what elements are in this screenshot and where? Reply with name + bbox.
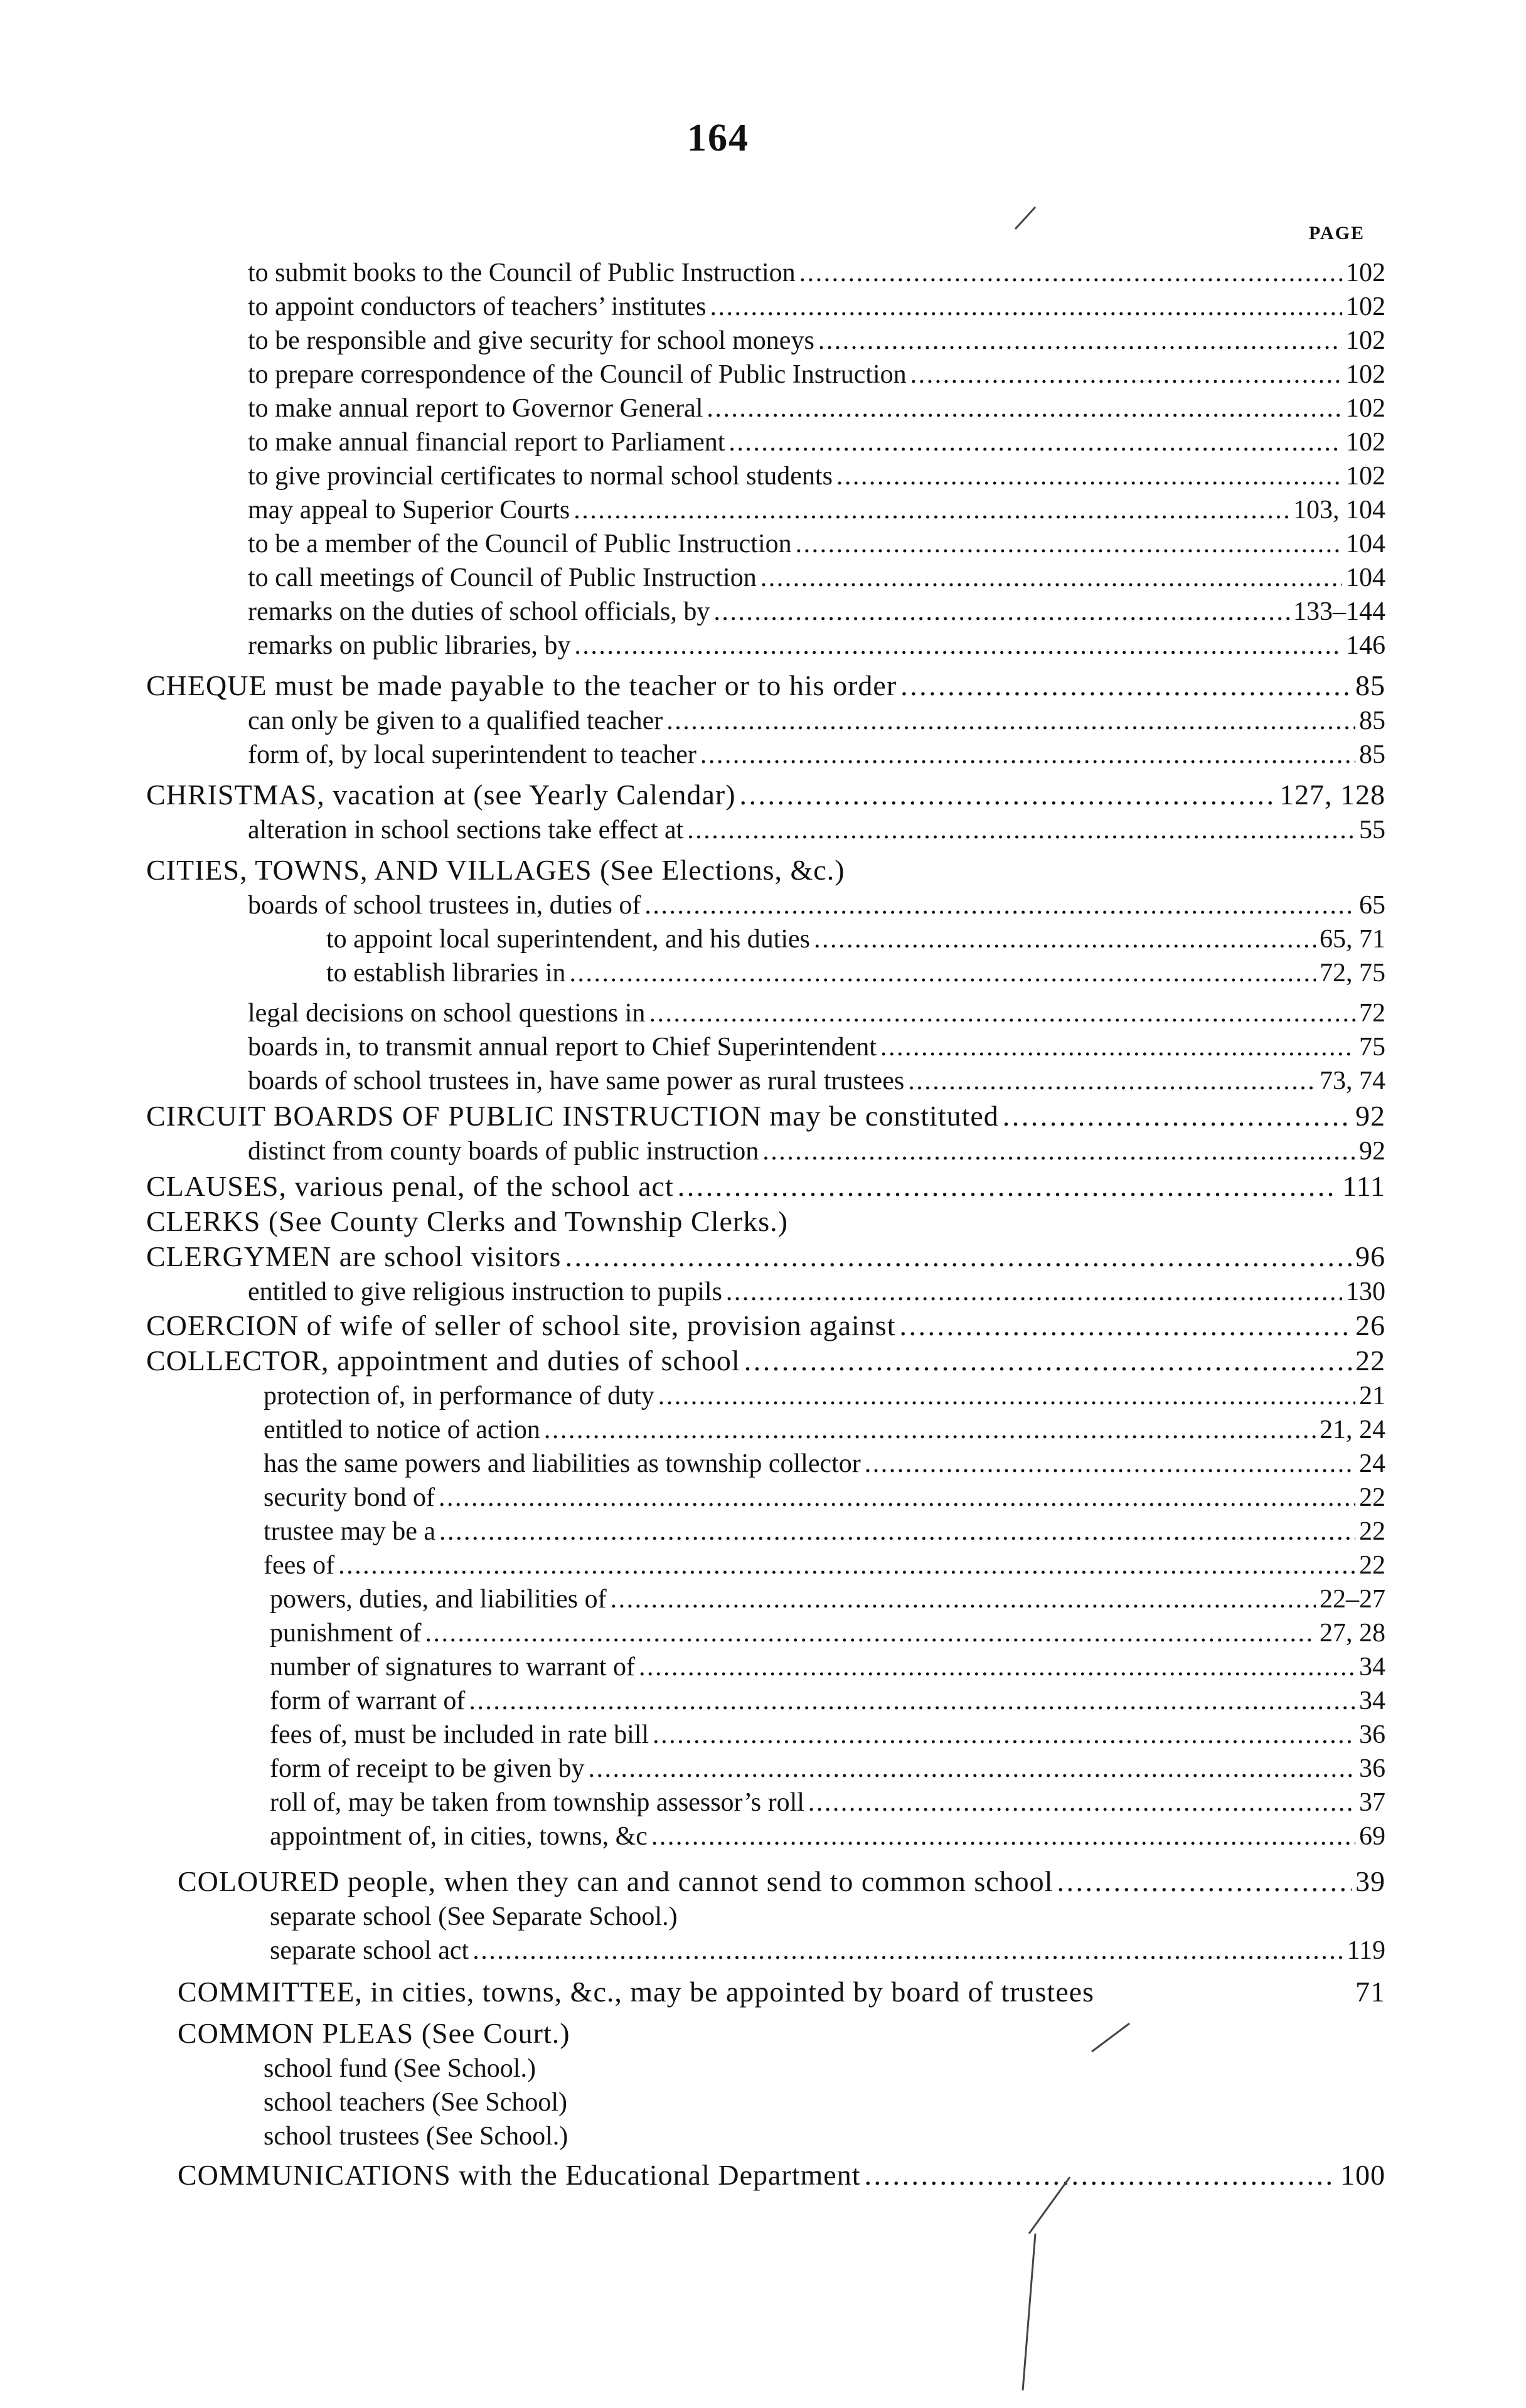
leader-dots bbox=[425, 1616, 1316, 1651]
leader-dots bbox=[644, 888, 1355, 923]
index-entry bbox=[270, 1717, 1385, 1752]
entry-page: 104 bbox=[1346, 563, 1385, 592]
leader-dots bbox=[900, 668, 1352, 703]
index-entry bbox=[248, 812, 1385, 848]
entry-text: CLERGYMEN are school visitors bbox=[146, 1240, 562, 1272]
leader-dots bbox=[760, 560, 1342, 595]
entry-text: has the same powers and liabilities as township collector bbox=[264, 1449, 861, 1478]
entry-text: to make annual report to Governor General bbox=[248, 394, 703, 423]
page-column-label: PAGE bbox=[1308, 223, 1365, 243]
entry-page: 102 bbox=[1346, 462, 1385, 491]
leader-dots bbox=[808, 1785, 1355, 1820]
entry-text: fees of, must be included in rate bill bbox=[270, 1720, 649, 1749]
leader-dots bbox=[726, 1274, 1342, 1309]
index-entry bbox=[270, 1819, 1385, 1854]
index-entry bbox=[264, 2085, 1385, 2120]
leader-dots bbox=[649, 996, 1355, 1031]
entry-page: 133–144 bbox=[1293, 597, 1385, 626]
index-entry bbox=[264, 1480, 1385, 1515]
index-entry bbox=[270, 1616, 1385, 1651]
entry-text: separate school (See Separate School.) bbox=[270, 1902, 678, 1931]
leader-dots bbox=[611, 1582, 1316, 1617]
entry-text: CLAUSES, various penal, of the school act bbox=[146, 1170, 674, 1202]
entry-page: 22 bbox=[1359, 1517, 1385, 1546]
index-entry bbox=[270, 1933, 1385, 1968]
index-entry bbox=[248, 526, 1385, 562]
entry-page: 73, 74 bbox=[1320, 1067, 1385, 1095]
entry-text: entitled to notice of action bbox=[264, 1415, 540, 1444]
index-entry bbox=[248, 594, 1385, 629]
index-entry bbox=[270, 1785, 1385, 1820]
entry-text: punishment of bbox=[270, 1619, 422, 1648]
entry-text: distinct from county boards of public instruction bbox=[248, 1137, 759, 1166]
entry-page: 111 bbox=[1342, 1170, 1385, 1202]
entry-page: 103, 104 bbox=[1293, 496, 1385, 525]
leader-dots bbox=[740, 777, 1276, 812]
entry-text: to prepare correspondence of the Council of Public Instruction bbox=[248, 360, 907, 389]
entry-text: boards of school trustees in, duties of bbox=[248, 891, 641, 920]
entry-text: trustee may be a bbox=[264, 1517, 436, 1546]
entry-text: school teachers (See School) bbox=[264, 2088, 568, 2117]
entry-text: school fund (See School.) bbox=[264, 2054, 536, 2083]
entry-text: separate school act bbox=[270, 1936, 469, 1965]
entry-text: legal decisions on school questions in bbox=[248, 999, 646, 1028]
scan-mark bbox=[1015, 207, 1035, 229]
leader-dots bbox=[707, 391, 1342, 426]
entry-page: 85 bbox=[1355, 669, 1385, 701]
entry-text: entitled to give religious instruction to pupils bbox=[248, 1277, 722, 1306]
entry-text: powers, duties, and liabilities of bbox=[270, 1585, 607, 1614]
index-entry bbox=[270, 1683, 1385, 1718]
leader-dots bbox=[1003, 1099, 1352, 1134]
index-entry bbox=[248, 737, 1385, 772]
entry-text: boards of school trustees in, have same power as rural trustees bbox=[248, 1067, 905, 1095]
leader-dots bbox=[439, 1480, 1355, 1515]
leader-dots bbox=[472, 1933, 1343, 1968]
entry-page: 119 bbox=[1347, 1936, 1385, 1965]
entry-text: number of signatures to warrant of bbox=[270, 1653, 635, 1681]
entry-page: 130 bbox=[1346, 1277, 1385, 1306]
entry-page: 26 bbox=[1355, 1309, 1385, 1341]
index-entry bbox=[248, 357, 1385, 392]
entry-text: roll of, may be taken from township assessor’s roll bbox=[270, 1788, 804, 1817]
index-entry bbox=[248, 323, 1385, 358]
index-entry bbox=[248, 391, 1385, 426]
leader-dots bbox=[710, 289, 1342, 324]
index-entry bbox=[264, 1412, 1385, 1447]
entry-page: 92 bbox=[1355, 1100, 1385, 1132]
index-heading-entry bbox=[178, 2158, 1385, 2193]
index-heading-entry bbox=[178, 1864, 1385, 1899]
index-entry bbox=[264, 2119, 1385, 2154]
entry-text: CLERKS (See County Clerks and Township Clerks.) bbox=[146, 1205, 788, 1237]
entry-text: form of warrant of bbox=[270, 1686, 466, 1715]
index-entry bbox=[248, 425, 1385, 460]
index-entry bbox=[264, 2051, 1385, 2086]
entry-page: 36 bbox=[1359, 1754, 1385, 1783]
leader-dots bbox=[865, 1446, 1355, 1481]
entry-page: 146 bbox=[1346, 631, 1385, 660]
entry-page: 72 bbox=[1359, 999, 1385, 1028]
leader-dots bbox=[880, 1030, 1355, 1065]
entry-page: 102 bbox=[1346, 258, 1385, 287]
index-entry bbox=[248, 996, 1385, 1031]
entry-text: CHEQUE must be made payable to the teacher or to his order bbox=[146, 669, 897, 701]
leader-dots bbox=[658, 1378, 1355, 1414]
entry-page: 102 bbox=[1346, 360, 1385, 389]
entry-page: 96 bbox=[1355, 1240, 1385, 1272]
entry-page: 75 bbox=[1359, 1033, 1385, 1062]
entry-text: boards in, to transmit annual report to Chief Superintendent bbox=[248, 1033, 877, 1062]
leader-dots bbox=[744, 1343, 1352, 1378]
leader-dots bbox=[687, 812, 1355, 848]
index-entry bbox=[248, 1030, 1385, 1065]
index-heading-entry bbox=[146, 1169, 1385, 1204]
leader-dots bbox=[713, 594, 1289, 629]
index-entry bbox=[264, 1514, 1385, 1549]
leader-dots bbox=[728, 425, 1342, 460]
index-heading-entry bbox=[146, 1343, 1385, 1378]
entry-text: protection of, in performance of duty bbox=[264, 1382, 654, 1410]
entry-text: CHRISTMAS, vacation at (see Yearly Calendar) bbox=[146, 779, 736, 811]
index-entry bbox=[326, 922, 1385, 957]
entry-text: school trustees (See School.) bbox=[264, 2122, 568, 2151]
entry-text: security bond of bbox=[264, 1483, 435, 1512]
leader-dots bbox=[799, 255, 1342, 290]
index-heading-entry bbox=[178, 2016, 1385, 2051]
entry-page: 65, 71 bbox=[1320, 925, 1385, 954]
entry-text: COMMON PLEAS (See Court.) bbox=[178, 2017, 570, 2049]
leader-dots bbox=[666, 703, 1355, 738]
entry-page: 92 bbox=[1359, 1137, 1385, 1166]
entry-page: 102 bbox=[1346, 394, 1385, 423]
entry-page: 21 bbox=[1359, 1382, 1385, 1410]
index-entry bbox=[248, 888, 1385, 923]
entry-page: 55 bbox=[1359, 816, 1385, 844]
index-heading-entry bbox=[146, 1308, 1385, 1343]
entry-page: 27, 28 bbox=[1320, 1619, 1385, 1648]
leader-dots bbox=[908, 1063, 1316, 1099]
entry-page: 102 bbox=[1346, 326, 1385, 355]
entry-text: to appoint conductors of teachers’ institutes bbox=[248, 292, 707, 321]
entry-text: can only be given to a qualified teacher bbox=[248, 706, 663, 735]
entry-text: to make annual financial report to Parliament bbox=[248, 428, 725, 457]
leader-dots bbox=[574, 493, 1289, 528]
index-entry bbox=[326, 956, 1385, 991]
entry-page: 102 bbox=[1346, 292, 1385, 321]
entry-text: COLLECTOR, appointment and duties of school bbox=[146, 1345, 740, 1377]
leader-dots bbox=[836, 459, 1342, 494]
index-entry bbox=[248, 703, 1385, 738]
leader-dots bbox=[469, 1683, 1355, 1718]
entry-text: COERCION of wife of seller of school site, provision against bbox=[146, 1309, 896, 1341]
entry-page: 22 bbox=[1359, 1483, 1385, 1512]
leader-dots bbox=[762, 1134, 1355, 1169]
entry-page: 22 bbox=[1359, 1551, 1385, 1580]
entry-text: to appoint local superintendent, and his duties bbox=[326, 925, 811, 954]
leader-dots bbox=[910, 357, 1342, 392]
entry-text: CIRCUIT BOARDS OF PUBLIC INSTRUCTION may be constituted bbox=[146, 1100, 999, 1132]
index-entry bbox=[248, 1274, 1385, 1309]
leader-dots bbox=[439, 1514, 1355, 1549]
entry-page: 34 bbox=[1359, 1653, 1385, 1681]
index-heading-entry bbox=[146, 1099, 1385, 1134]
index-entry bbox=[248, 255, 1385, 290]
entry-text: to submit books to the Council of Public Instruction bbox=[248, 258, 796, 287]
leader-dots bbox=[569, 956, 1316, 991]
entry-page: 102 bbox=[1346, 428, 1385, 457]
page-number: 164 bbox=[687, 117, 749, 159]
entry-text: to be a member of the Council of Public Instruction bbox=[248, 530, 792, 558]
entry-text: to give provincial certificates to normal school students bbox=[248, 462, 833, 491]
leader-dots bbox=[574, 628, 1342, 663]
entry-page: 127, 128 bbox=[1279, 779, 1385, 811]
entry-page: 85 bbox=[1359, 706, 1385, 735]
index-entry bbox=[270, 1899, 1385, 1934]
scan-mark bbox=[1023, 2234, 1035, 2390]
leader-dots bbox=[589, 1751, 1356, 1786]
leader-dots bbox=[796, 526, 1342, 562]
index-entry bbox=[270, 1649, 1385, 1685]
index-entry bbox=[248, 459, 1385, 494]
entry-page: 100 bbox=[1340, 2159, 1385, 2191]
entry-text: to be responsible and give security for school moneys bbox=[248, 326, 814, 355]
entry-page: 65 bbox=[1359, 891, 1385, 920]
index-entry bbox=[264, 1446, 1385, 1481]
index-entry bbox=[264, 1548, 1385, 1583]
index-heading-entry bbox=[178, 1974, 1385, 2010]
entry-text: CITIES, TOWNS, AND VILLAGES (See Elections, &c.) bbox=[146, 854, 845, 886]
entry-page: 22–27 bbox=[1320, 1585, 1385, 1614]
index-entry bbox=[248, 289, 1385, 324]
index-heading-entry bbox=[146, 853, 1385, 888]
index-entry bbox=[248, 1063, 1385, 1099]
index-heading-entry bbox=[146, 1204, 1385, 1239]
entry-page: 34 bbox=[1359, 1686, 1385, 1715]
entry-text: COMMUNICATIONS with the Educational Department bbox=[178, 2159, 861, 2191]
leader-dots bbox=[544, 1412, 1316, 1447]
leader-dots bbox=[565, 1239, 1352, 1274]
entry-page: 21, 24 bbox=[1320, 1415, 1385, 1444]
entry-text: form of, by local superintendent to teacher bbox=[248, 740, 696, 769]
entry-text: COMMITTEE, in cities, towns, &c., may be appointed by board of trustees bbox=[178, 1976, 1094, 2008]
leader-dots bbox=[700, 737, 1355, 772]
index-entry bbox=[248, 1134, 1385, 1169]
entry-page: 36 bbox=[1359, 1720, 1385, 1749]
entry-text: alteration in school sections take effect at bbox=[248, 816, 684, 844]
index-heading-entry bbox=[146, 668, 1385, 703]
leader-dots bbox=[814, 922, 1316, 957]
index-heading-entry bbox=[146, 1239, 1385, 1274]
entry-text: to call meetings of Council of Public Instruction bbox=[248, 563, 757, 592]
leader-dots bbox=[651, 1819, 1355, 1854]
entry-page: 22 bbox=[1355, 1345, 1385, 1377]
entry-text: remarks on the duties of school officials, by bbox=[248, 597, 710, 626]
index-entry bbox=[248, 493, 1385, 528]
leader-dots bbox=[899, 1308, 1352, 1343]
entry-text: may appeal to Superior Courts bbox=[248, 496, 570, 525]
leader-dots bbox=[865, 2158, 1337, 2193]
entry-page: 39 bbox=[1355, 1865, 1385, 1897]
index-entry bbox=[270, 1751, 1385, 1786]
entry-text: remarks on public libraries, by bbox=[248, 631, 571, 660]
leader-dots bbox=[653, 1717, 1355, 1752]
entry-text: COLOURED people, when they can and cannot send to common school bbox=[178, 1865, 1054, 1897]
entry-page: 24 bbox=[1359, 1449, 1385, 1478]
entry-page: 71 bbox=[1355, 1976, 1385, 2008]
index-heading-entry bbox=[146, 777, 1385, 812]
leader-dots bbox=[338, 1548, 1355, 1583]
entry-page: 104 bbox=[1346, 530, 1385, 558]
index-entry bbox=[264, 1378, 1385, 1414]
entry-page: 85 bbox=[1359, 740, 1385, 769]
leader-dots bbox=[818, 323, 1342, 358]
leader-dots bbox=[639, 1649, 1355, 1685]
entry-text: to establish libraries in bbox=[326, 959, 566, 988]
entry-text: appointment of, in cities, towns, &c bbox=[270, 1822, 648, 1851]
entry-page: 37 bbox=[1359, 1788, 1385, 1817]
leader-dots bbox=[678, 1169, 1339, 1204]
entry-page: 69 bbox=[1359, 1822, 1385, 1851]
index-entry bbox=[248, 628, 1385, 663]
index-entry bbox=[270, 1582, 1385, 1617]
index-entry bbox=[248, 560, 1385, 595]
entry-page: 72, 75 bbox=[1320, 959, 1385, 988]
entry-text: form of receipt to be given by bbox=[270, 1754, 585, 1783]
leader-dots bbox=[1057, 1864, 1352, 1899]
entry-text: fees of bbox=[264, 1551, 335, 1580]
